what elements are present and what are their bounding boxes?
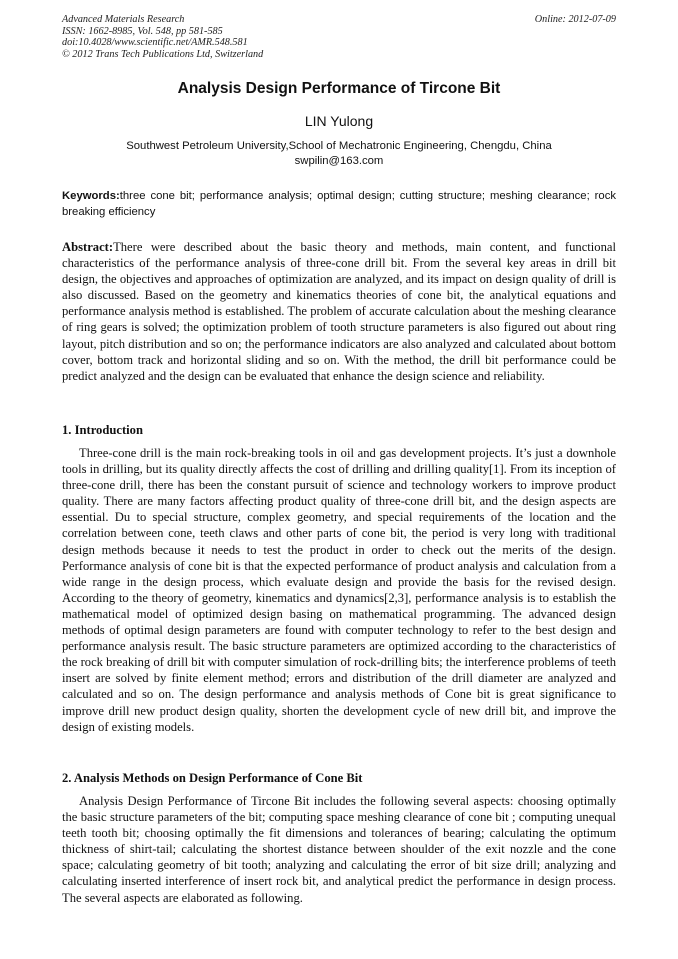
author-email: swpilin@163.com (294, 155, 384, 167)
online-date: Online: 2012-07-09 (534, 14, 616, 25)
author-name: LIN Yulong (304, 113, 374, 129)
paper-title: Analysis Design Performance of Tircone Bit (177, 80, 501, 97)
section-heading-introduction: 1. Introduction (62, 423, 143, 437)
copyright-line: © 2012 Trans Tech Publications Ltd, Switzerland (62, 48, 264, 60)
journal-name: Advanced Materials Research (62, 14, 185, 25)
keywords-text: three cone bit; performance analysis; optimal design; cutting structure; meshing clearance; rock breaking efficiency (62, 190, 616, 218)
section-heading-analysis-methods: 2. Analysis Methods on Design Performance of Cone Bit (62, 771, 363, 785)
keywords-block (62, 188, 616, 220)
abstract-text: There were described about the basic theory and methods, main content, and functional characteristics of the performance analysis of three-cone drill bit. From the several key areas in drill bit design, the objectives and approaches of optimization are analyzed, and its impact on design quality of drill is also discussed. Based on the geometry and kinematics theories of cone bit, the analytical equations and performance analysis method is established. The problem of accurate calculation about the meshing clearance of ring gears is solved; the optimization problem of tooth structure parameters is also figured out about ring layout, pitch distribution and so on; the performance indicators are also analyzed and calculated about bottom cover, bottom track and horizontal sliding and so on. With the method, the drill bit performance could be predict analyzed and the design can be evaluated that enhance the design science and reliability. (62, 240, 616, 383)
introduction-paragraph: Three-cone drill is the main rock-breaking tools in oil and gas development projects. It’s just a downhole tools in drilling, but its quality directly affects the cost of drilling and drilling quality[1]. From its inception of three-cone drill, there has been the constant pursuit of science and technology workers to improve product quality. There are many factors affecting product quality of three-cone drill bit, and the design aspects are essential. Du to special structure, complex geometry, and special requirements of the location and the correlation between cone, teeth claws and other parts of cone bit, the period is very long with traditional design methods because it needs to test the product in order to check out the merits of the design. Performance analysis of cone bit is that the expected performance of product analysis and calculation from a wide range in the design process, which evaluate design and provide the basis for the revised design. According to the theory of geometry, kinematics and dynamics[2,3], performance analysis is to establish the mathematical model of optimized design basing on mathematical programming. The advanced design methods of optimal design parameters are found with computer technology to refer to the best design and performance analysis result. The basic structure parameters are optimized according to the characteristics of the rock breaking of drill bit with computer simulation of rock-drilling bits; the interference problems of teeth insert are solved by finite element method; errors and distribution of the drill diameter are analyzed and calculated and so on. The design performance and analysis methods of Cone bit is great significance to improve drill new product design quality, shorten the development cycle of new drill bit, and improve the design of existing models. (62, 446, 616, 734)
affiliation: Southwest Petroleum University,School of Mechatronic Engineering, Chengdu, China (126, 140, 552, 152)
journal-header (62, 14, 616, 60)
abstract-block (62, 239, 616, 384)
keywords-label: Keywords: (62, 190, 120, 202)
abstract-label: Abstract: (62, 240, 114, 254)
doi-line: doi:10.4028/www.scientific.net/AMR.548.581 (62, 37, 248, 49)
issn-line: ISSN: 1662-8985, Vol. 548, pp 581-585 (62, 25, 223, 37)
analysis-methods-paragraph: Analysis Design Performance of Tircone Bit includes the following several aspects: choosing optimally the basic structure parameters of the bit; computing space meshing clearance of cone bit ; computing unequal teeth tooth bit; choosing optimally the fit dimensions and tolerances of bearing; calculating the optimum thickness of shirt-tail; calculating the shortest distance between shoulder of the exit nozzle and the cone space; calculating geometry of bit tooth; analyzing and calculating the error of bit size drill; analyzing and calculating inserted interference of insert rock bit, and analytical predict the performance in design process. The several aspects are elaborated as following. (62, 794, 616, 905)
affiliation-block (62, 139, 616, 169)
